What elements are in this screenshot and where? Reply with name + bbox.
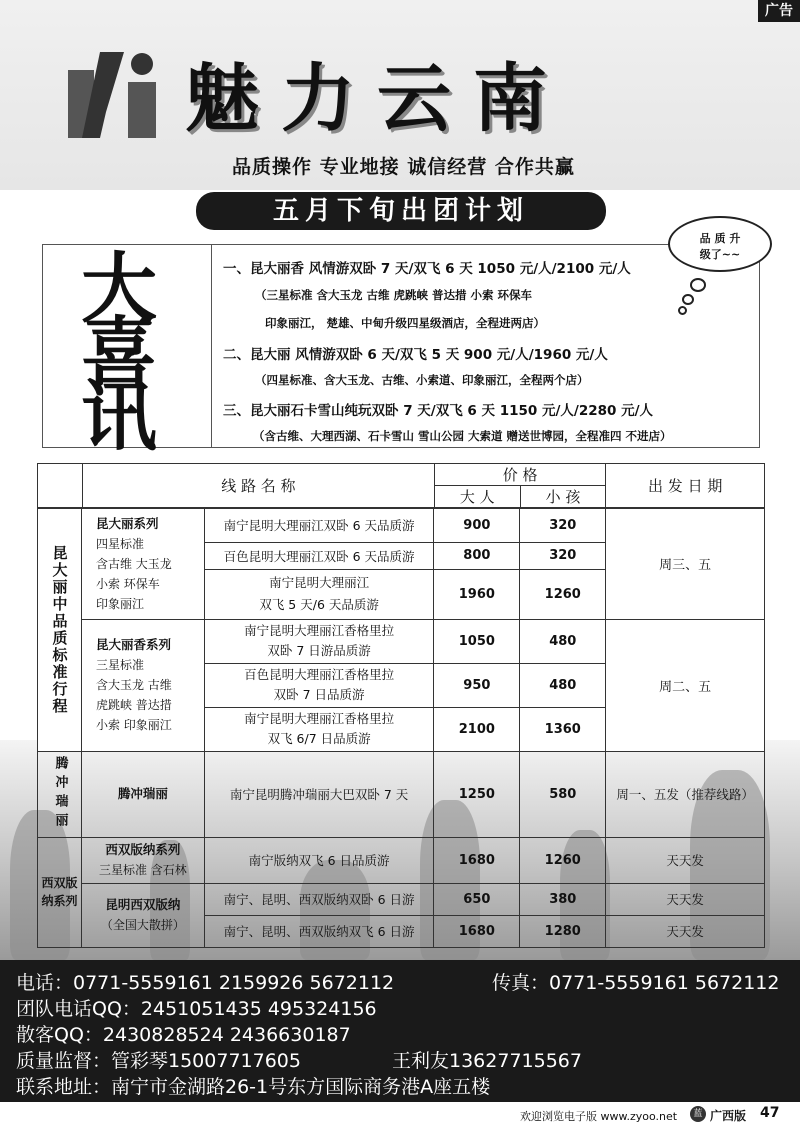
promo-line: 三、昆大丽石卡雪山纯玩双卧 7 天/双飞 6 天 1150 元/人/2280 元/人 <box>223 403 654 419</box>
section-label: 腾冲瑞丽 <box>38 751 82 837</box>
edition: 广西版 <box>710 1109 747 1123</box>
departure-date: 天天发 <box>606 883 765 915</box>
team-qq: 团队电话QQ：2451051435 495324156 <box>16 998 377 1020</box>
company-logo <box>68 52 156 138</box>
route-name: 南宁昆明腾冲瑞丽大巴双卧 7 天 <box>204 751 434 837</box>
fax: 传真：0771-5559161 5672112 <box>492 972 780 994</box>
bubble-text: 品 质 升 <box>699 232 741 245</box>
child-price: 1360 <box>520 707 606 751</box>
promo-sub: （三星标准 含大玉龙 古维 虎跳峡 普达措 小索 环保车 <box>255 288 533 302</box>
route-name: 南宁昆明大理丽江 双飞 5 天/6 天品质游 <box>204 569 434 619</box>
route-name: 百色昆明大理丽江香格里拉 双卧 7 日品质游 <box>204 663 434 707</box>
child-price: 480 <box>520 619 606 663</box>
promo-sub: 印象丽江， 楚雄、中甸升级四星级酒店，全程进两店） <box>265 316 546 330</box>
series-cell <box>81 508 204 619</box>
adult-price: 950 <box>434 663 520 707</box>
bubble-dot <box>690 278 706 292</box>
series-line: 含大玉龙 古维 <box>95 678 172 692</box>
adult-price: 1680 <box>434 837 520 883</box>
plan-title: 五月下旬出团计划 <box>196 192 606 230</box>
header-price: 价 格 <box>434 464 606 486</box>
series-title: 腾冲瑞丽 <box>117 786 168 801</box>
phone: 电话：0771-5559161 2159926 5672112 <box>16 972 395 994</box>
brand-title: 魅力云南 <box>185 56 569 142</box>
promo-box <box>42 244 760 461</box>
header-route: 线 路 名 称 <box>82 464 434 508</box>
series-title: 昆明西双版纳 <box>105 897 181 912</box>
departure-date: 天天发 <box>606 915 765 947</box>
series-line: 小索 环保车 <box>95 576 160 591</box>
child-price: 380 <box>520 883 606 915</box>
series-cell <box>81 883 204 947</box>
departure-date: 天天发 <box>606 837 765 883</box>
route-name: 南宁昆明大理丽江香格里拉 双卧 7 日游品质游 <box>204 619 434 663</box>
promo-heading <box>43 244 212 461</box>
departure-date: 周二、五 <box>606 619 765 751</box>
header-adult: 大 人 <box>434 486 520 508</box>
route-table-body <box>37 463 765 948</box>
child-price: 320 <box>520 508 606 542</box>
child-price: 320 <box>520 542 606 569</box>
adult-price: 800 <box>434 542 520 569</box>
adult-price: 1250 <box>434 751 520 837</box>
series-line: （全国大散拼） <box>100 918 185 932</box>
header-date: 出 发 日 期 <box>606 464 765 508</box>
promo-sub: （含古维、大理西湖、石卡雪山 雪山公园 大索道 赠送世博园，全程准四 不进店） <box>253 429 672 443</box>
quality-supervision-2: 王利友13627715567 <box>392 1050 582 1072</box>
promo-sub: （四星标准、含大玉龙、古维、小索道、印象丽江，全程两个店） <box>255 373 589 387</box>
series-cell <box>81 837 204 883</box>
series-title: 昆大丽香系列 <box>95 637 171 652</box>
series-cell <box>81 619 204 751</box>
page-number: 47 <box>760 1105 780 1121</box>
child-price: 580 <box>520 751 606 837</box>
promo-char: 讯 <box>81 372 157 461</box>
series-line: 小索 印象丽江 <box>95 718 172 732</box>
series-cell <box>81 751 204 837</box>
bubble-dot <box>682 294 694 305</box>
quality-supervision: 质量监督：管彩琴15007717605 <box>16 1050 301 1072</box>
bubble-dot <box>678 306 687 315</box>
route-name: 南宁版纳双飞 6 日品质游 <box>204 837 434 883</box>
section-label: 西双版纳系列 <box>38 837 82 947</box>
route-name: 百色昆明大理丽江双卧 6 天品质游 <box>204 542 434 569</box>
adult-price: 2100 <box>434 707 520 751</box>
section-label: 昆大丽中品质标准行程 <box>38 508 82 751</box>
header-child: 小 孩 <box>520 486 606 508</box>
promo-line: 二、昆大丽 风情游双卧 6 天/双飞 5 天 900 元/人/1960 元/人 <box>223 347 608 363</box>
departure-date: 周一、五发（推荐线路） <box>606 751 765 837</box>
departure-date: 周三、五 <box>606 508 765 619</box>
ad-tag: 广告 <box>758 0 800 22</box>
route-name: 南宁、昆明、西双版纳双飞 6 日游 <box>204 915 434 947</box>
child-price: 1260 <box>520 837 606 883</box>
series-line: 三星标准 <box>95 658 144 672</box>
address: 联系地址：南宁市金湖路26-1号东方国际商务港A座五楼 <box>16 1076 491 1098</box>
bubble-text: 级了~~ <box>699 248 741 261</box>
series-title: 昆大丽系列 <box>95 515 159 531</box>
contact-footer <box>0 960 800 1102</box>
adult-price: 650 <box>434 883 520 915</box>
series-line: 四星标准 <box>95 536 144 551</box>
child-price: 1280 <box>520 915 606 947</box>
series-line: 三星标准 含石林 <box>98 863 187 877</box>
series-line: 含古维 大玉龙 <box>95 556 172 571</box>
adult-price: 900 <box>434 508 520 542</box>
adult-price: 1680 <box>434 915 520 947</box>
child-price: 480 <box>520 663 606 707</box>
edition-icon: 蓝 <box>690 1106 706 1122</box>
retail-qq: 散客QQ：2430828524 2436630187 <box>16 1024 351 1046</box>
slogan: 品质操作 专业地接 诚信经营 合作共赢 <box>232 156 575 178</box>
promo-line: 一、昆大丽香 风情游双卧 7 天/双飞 6 天 1050 元/人/2100 元/人 <box>223 261 631 277</box>
website-link[interactable]: 欢迎浏览电子版 www.zyoo.net <box>520 1110 678 1123</box>
series-line: 虎跳峡 普达措 <box>95 698 172 712</box>
bottom-bar <box>0 1102 800 1127</box>
adult-price: 1960 <box>434 569 520 619</box>
series-line: 印象丽江 <box>95 596 144 611</box>
route-name: 南宁、昆明、西双版纳双卧 6 日游 <box>204 883 434 915</box>
child-price: 1260 <box>520 569 606 619</box>
thought-bubble <box>668 216 772 272</box>
series-title: 西双版纳系列 <box>105 842 181 857</box>
promo-char: 大 <box>81 244 157 333</box>
route-name: 南宁昆明大理丽江香格里拉 双飞 6/7 日品质游 <box>204 707 434 751</box>
route-name: 南宁昆明大理丽江双卧 6 天品质游 <box>204 508 434 542</box>
adult-price: 1050 <box>434 619 520 663</box>
promo-char: 喜 <box>81 308 157 397</box>
